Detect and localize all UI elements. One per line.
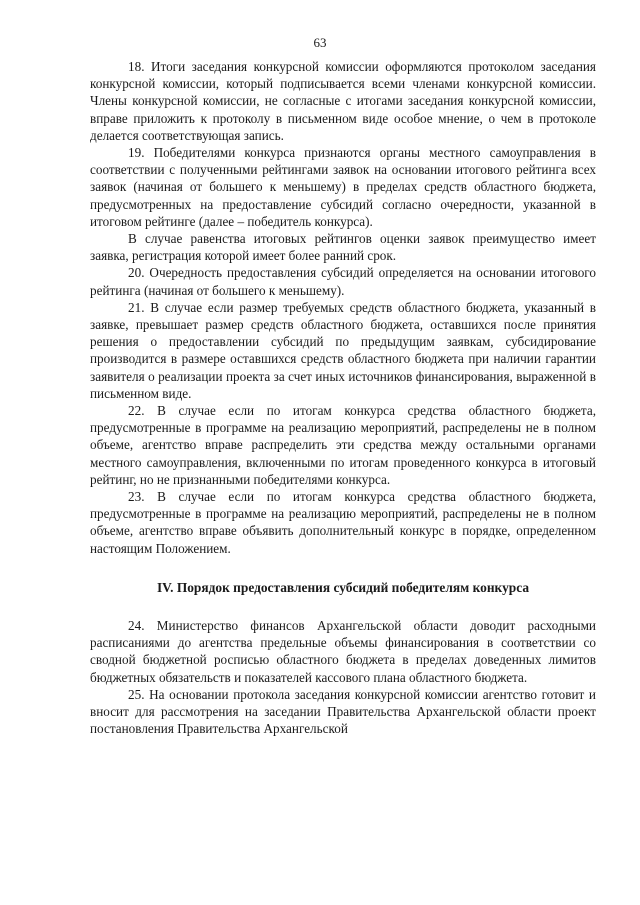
paragraph-19: 19. Победителями конкурса признаются органы местного самоуправления в соответствии с полученными рейтингами заявок на основании итогового рейтинга всех заявок (начиная от большего к меньшему) в пределах средств областного бюджета, предусмотренных на предоставление субсидий согласно очередности, указанной в итоговом рейтинге (далее – победитель конкурса). [90,145,596,229]
paragraph-23: 23. В случае если по итогам конкурса средства областного бюджета, предусмотренные в программе на реализацию мероприятий, распределены не в полном объеме, агентство вправе объявить дополнительный конкурс в порядке, определенном настоящим Положением. [90,489,596,556]
section-heading: IV. Порядок предоставления субсидий победителям конкурса [156,579,530,595]
paragraph-24: 24. Министерство финансов Архангельской области доводит расходными расписаниями до агентства предельные объемы финансирования в соответствии со сводной бюджетной росписью областного бюджета в пределах доведенных лимитов бюджетных обязательств и показателей кассового плана областного бюджета. [90,617,596,685]
paragraph-19-note: В случае равенства итоговых рейтингов оценки заявок преимущество имеет заявка, регистрация которой имеет более ранний срок. [90,231,596,264]
paragraph-18: 18. Итоги заседания конкурсной комиссии оформляются протоколом заседания конкурсной комиссии, который подписывается всеми членами конкурсной комиссии. Члены конкурсной комиссии, не согласные с итогами заседания конкурсной комиссии, вправе приложить к протоколу в письменном виде особое мнение, о чем в протоколе делается соответствующая запись. [90,59,596,143]
paragraph-22: 22. В случае если по итогам конкурса средства областного бюджета, предусмотренные в программе на реализацию мероприятий, распределены не в полном объеме, агентство вправе распределить эти средства между остальными органами местного самоуправления, включенными по итогам проведенного конкурса в итоговый рейтинг, но не признанными победителями конкурса. [90,403,596,487]
paragraph-25: 25. На основании протокола заседания конкурсной комиссии агентство готовит и вносит для рассмотрения на заседании Правительства Архангельской области проект постановления Правительства Архангельской [90,686,596,737]
document-body [90,58,596,737]
paragraph-20: 20. Очередность предоставления субсидий определяется на основании итогового рейтинга (начиная от большего к меньшему). [90,265,596,298]
paragraph-21: 21. В случае если размер требуемых средств областного бюджета, указанный в заявке, превышает размер средств областного бюджета, оставшихся после принятия решения о предоставлении субсидий по предыдущим заявкам, субсидирование производится в размере оставшихся средств областного бюджета при наличии гарантии заявителя о реализации проекта за счет иных источников финансирования, выраженной в письменном виде. [90,299,596,401]
page-number: 63 [313,35,327,50]
